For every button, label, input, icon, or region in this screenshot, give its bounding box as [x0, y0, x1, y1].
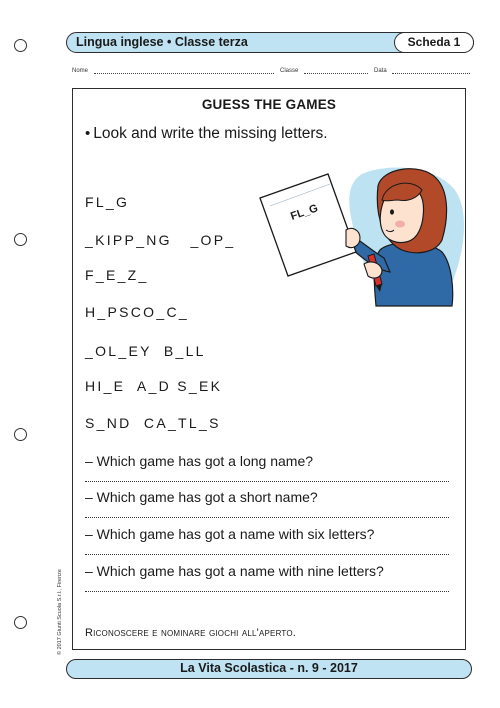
question: – Which game has got a short name?: [85, 489, 318, 505]
question: – Which game has got a name with nine letters?: [85, 563, 384, 579]
answer-line[interactable]: [85, 554, 449, 555]
girl-hand: [346, 228, 360, 247]
girl-lower-hand: [364, 262, 382, 278]
class-label: Classe: [280, 68, 299, 74]
puzzle-word: HI_E A_D S_EK: [85, 378, 223, 394]
date-label: Data: [374, 68, 387, 74]
answer-line[interactable]: [85, 517, 449, 518]
subject-title: Lingua inglese • Classe terza: [76, 35, 248, 49]
answer-line[interactable]: [85, 591, 449, 592]
date-field[interactable]: [392, 73, 470, 74]
puzzle-word: _OL_EY B_LL: [85, 343, 206, 359]
bullet-icon: •: [85, 125, 91, 142]
binder-hole: [14, 616, 27, 629]
worksheet-number-tab: Scheda 1: [394, 32, 474, 53]
girl-cheek: [395, 221, 405, 228]
answer-line[interactable]: [85, 481, 449, 482]
binder-hole: [14, 233, 27, 246]
binder-hole: [14, 39, 27, 52]
worksheet-title: GUESS THE GAMES: [201, 97, 337, 112]
paper-sheet: [260, 174, 356, 276]
puzzle-word: H_PSCO_C_: [85, 304, 189, 320]
girl-eye: [390, 209, 394, 214]
instruction-text: Look and write the missing letters.: [93, 125, 328, 142]
puzzle-word: S_ND CA_TL_S: [85, 415, 221, 431]
copyright-notice: © 2017 Giunti Scuola S.r.l., Firenze: [57, 569, 63, 655]
instruction: [85, 125, 328, 143]
girl-holding-paper-illustration: [250, 160, 465, 310]
name-field[interactable]: [94, 73, 274, 74]
footer-bar: La Vita Scolastica - n. 9 - 2017: [66, 659, 472, 679]
class-field[interactable]: [304, 73, 368, 74]
puzzle-word: FL_G: [85, 194, 130, 210]
question: – Which game has got a long name?: [85, 453, 314, 469]
puzzle-word: F_E_Z_: [85, 267, 149, 283]
question: – Which game has got a name with six letters?: [85, 526, 375, 542]
student-info-fields: [72, 68, 472, 80]
name-label: Nome: [72, 68, 89, 74]
paper-text: FL_G: [289, 202, 320, 223]
header-bar: [66, 32, 474, 53]
binder-hole: [14, 428, 27, 441]
learning-objective: Riconoscere e nominare giochi all'aperto.: [85, 627, 297, 639]
puzzle-word: _KIPP_NG _OP_: [85, 232, 236, 248]
